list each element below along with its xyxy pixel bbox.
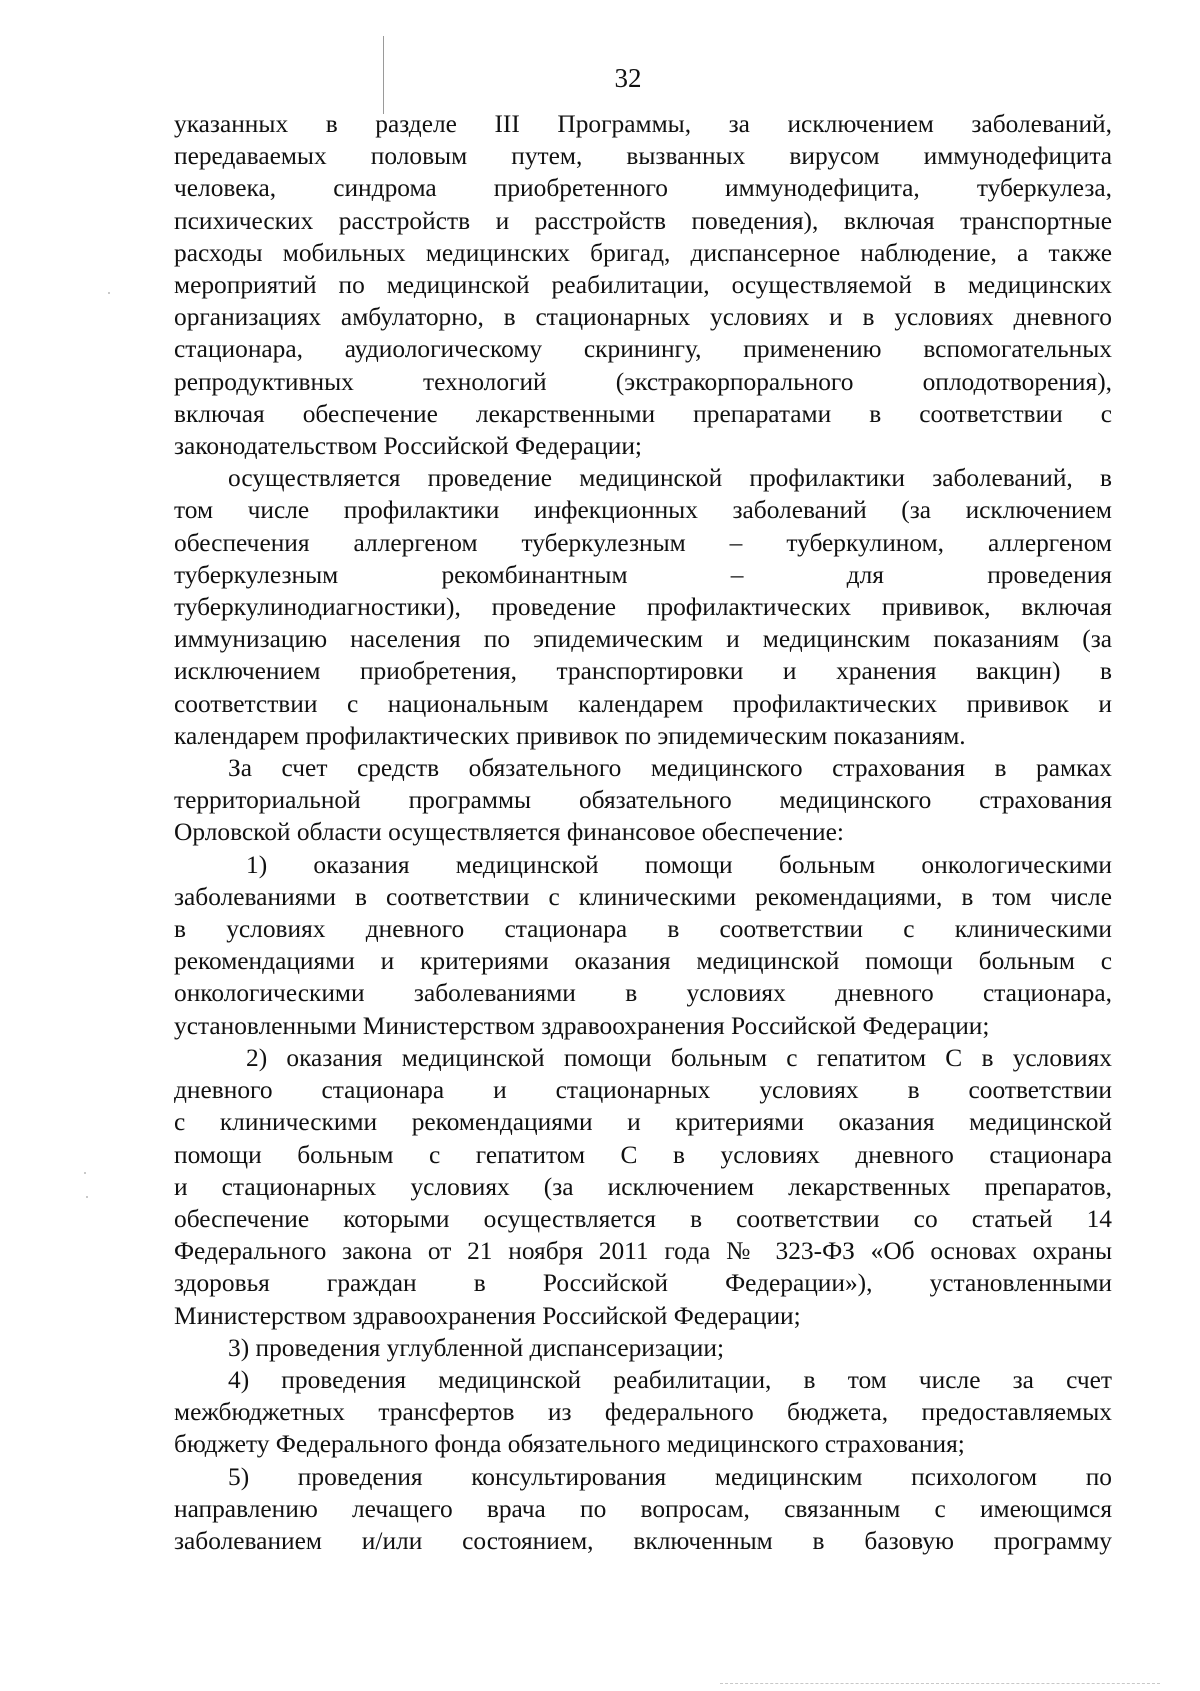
text-line: расходы мобильных медицинских бригад, диспансерное наблюдение, а также (174, 238, 1112, 267)
paragraph-p4 (174, 849, 1112, 1042)
text-line: человека, синдрома приобретенного иммунодефицита, туберкулеза, (174, 174, 1112, 203)
text-line: соответствии с национальным календарем профилактических прививок и (174, 689, 1112, 718)
text-line: территориальной программы обязательного медицинского страхования (174, 786, 1112, 815)
text-line: помощи больным с гепатитом С в условиях дневного стационара (174, 1140, 1112, 1169)
text-line: заболеваниями в соответствии с клиническими рекомендациями, в том числе (174, 882, 1112, 911)
text-line: календарем профилактических прививок по эпидемическим показаниям. (174, 721, 966, 750)
text-line: бюджету Федерального фонда обязательного медицинского страхования; (174, 1430, 965, 1459)
page-number: 32 (614, 63, 642, 93)
paragraph-p8 (174, 1461, 1112, 1558)
text-line: 4) проведения медицинской реабилитации, в том числе за счет (228, 1365, 1112, 1394)
scan-speck (84, 1172, 86, 1174)
paragraph-p5 (174, 1042, 1112, 1332)
text-line: рекомендациями и критериями оказания медицинской помощи больным с (174, 947, 1112, 976)
paragraph-p7 (174, 1364, 1112, 1461)
text-line: заболеванием и/или состоянием, включенным в базовую программу (174, 1526, 1112, 1555)
text-line: исключением приобретения, транспортировки и хранения вакцин) в (174, 657, 1112, 686)
text-line: 1) оказания медицинской помощи больным онкологическими (246, 850, 1112, 879)
text-line: и стационарных условиях (за исключением лекарственных препаратов, (174, 1172, 1112, 1201)
text-line: иммунизацию населения по эпидемическим и медицинским показаниям (за (174, 625, 1112, 654)
text-line: включая обеспечение лекарственными препаратами в соответствии с (174, 399, 1112, 428)
document-body (174, 108, 1112, 1557)
text-line: психических расстройств и расстройств поведения), включая транспортные (174, 206, 1112, 235)
scan-speck (108, 292, 110, 294)
text-line: дневного стационара и стационарных условиях в соответствии (174, 1076, 1112, 1105)
text-line: с клиническими рекомендациями и критериями оказания медицинской (174, 1108, 1112, 1137)
text-line: указанных в разделе III Программы, за исключением заболеваний, (174, 110, 1112, 138)
text-line: обеспечение которыми осуществляется в соответствии со статьей 14 (174, 1204, 1112, 1233)
scan-bottom-noise (720, 1683, 1160, 1685)
text-line: туберкулезным рекомбинантным – для проведения (174, 560, 1112, 589)
text-line: обеспечения аллергеном туберкулезным – туберкулином, аллергеном (174, 528, 1112, 557)
text-line: репродуктивных технологий (экстракорпорального оплодотворения), (174, 367, 1112, 396)
text-line: туберкулинодиагностики), проведение профилактических прививок, включая (174, 593, 1112, 622)
text-line: в условиях дневного стационара в соответствии с клиническими (174, 915, 1112, 944)
text-line: направлению лечащего врача по вопросам, связанным с имеющимся (174, 1494, 1112, 1523)
text-line: мероприятий по медицинской реабилитации, осуществляемой в медицинских (174, 271, 1112, 300)
text-line: том числе профилактики инфекционных заболеваний (за исключением (174, 496, 1112, 525)
text-line: 2) оказания медицинской помощи больным с гепатитом С в условиях (246, 1043, 1112, 1072)
scan-speck (86, 1196, 88, 1198)
paragraph-p6 (174, 1332, 1112, 1364)
text-line: межбюджетных трансфертов из федерального бюджета, предоставляемых (174, 1398, 1112, 1427)
text-line: законодательством Российской Федерации; (174, 432, 642, 461)
text-line: стационара, аудиологическому скринингу, применению вспомогательных (174, 335, 1112, 364)
text-line: здоровья граждан в Российской Федерации»), установленными (174, 1269, 1112, 1298)
text-line: За счет средств обязательного медицинского страхования в рамках (228, 754, 1112, 783)
text-line: установленными Министерством здравоохранения Российской Федерации; (174, 1011, 990, 1040)
paragraph-p2 (174, 462, 1112, 752)
text-line: Орловской области осуществляется финансовое обеспечение: (174, 818, 844, 847)
text-line: Министерством здравоохранения Российской Федерации; (174, 1301, 801, 1330)
text-line: передаваемых половым путем, вызванных вирусом иммунодефицита (174, 142, 1112, 171)
text-line: онкологическими заболеваниями в условиях дневного стационара, (174, 979, 1112, 1008)
paragraph-p1 (174, 108, 1112, 462)
text-line: 3) проведения углубленной диспансеризации; (228, 1333, 724, 1362)
text-line: Федерального закона от 21 ноября 2011 года № 323-ФЗ «Об основах охраны (174, 1237, 1112, 1266)
paragraph-p3 (174, 752, 1112, 849)
text-line: 5) проведения консультирования медицинским психологом по (228, 1462, 1112, 1491)
text-line: осуществляется проведение медицинской профилактики заболеваний, в (228, 464, 1112, 493)
text-line: организациях амбулаторно, в стационарных условиях и в условиях дневного (174, 303, 1112, 332)
